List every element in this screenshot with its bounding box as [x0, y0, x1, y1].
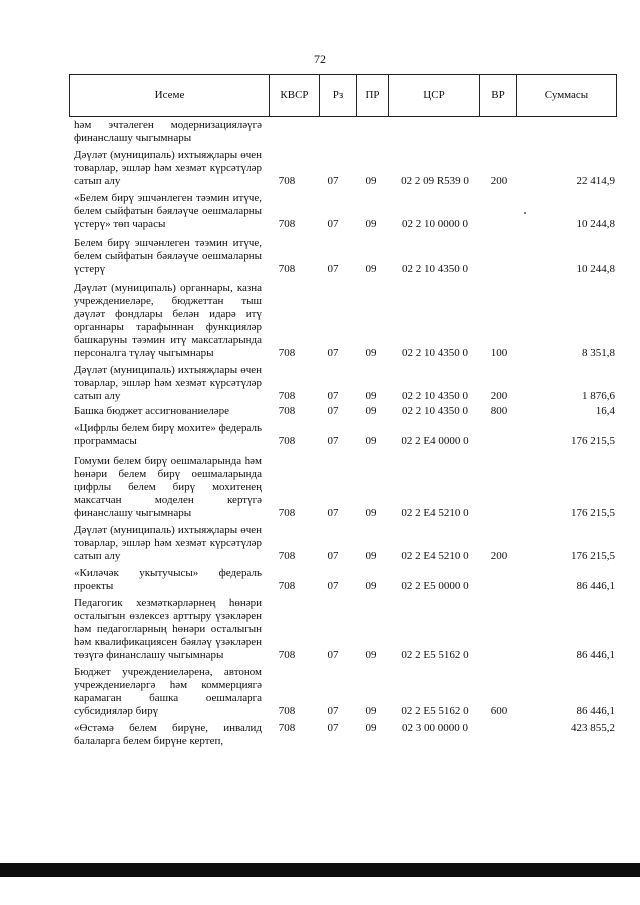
row-kvsr: 708 [278, 405, 296, 417]
row-pr: 09 [365, 263, 377, 275]
row-vr: 200 [490, 550, 508, 562]
table-row [69, 364, 617, 403]
row-sum: 10 244,8 [576, 218, 615, 230]
table-row [69, 567, 617, 593]
header-name: Исеме [70, 75, 270, 116]
row-pr: 09 [365, 507, 377, 519]
row-pr: 09 [365, 347, 377, 359]
row-rz: 07 [327, 550, 339, 562]
row-name: «Киләчәк укытучысы» федераль проекты [74, 567, 262, 592]
row-sum: 176 215,5 [571, 507, 615, 519]
row-kvsr: 708 [278, 722, 296, 734]
row-name: «Цифрлы белем бирү мохите» федераль программасы [74, 422, 262, 447]
row-csr: 02 2 10 4350 0 [402, 390, 468, 402]
header-rz: Рз [320, 75, 357, 116]
table-header [69, 74, 617, 117]
row-sum: 176 215,5 [571, 435, 615, 447]
row-vr: 600 [490, 705, 508, 717]
row-kvsr: 708 [278, 705, 296, 717]
row-rz: 07 [327, 435, 339, 447]
row-csr: 02 2 E5 5162 0 [401, 705, 469, 717]
row-rz: 07 [327, 722, 339, 734]
row-name: Дәүләт (муниципаль) органнары, казна учреждениеләре, бюджеттан тыш дәүләт фондлары белән идарә итү органнары тарафыннан функцияләр башкаруны тәэмин итү максатларында персоналга түләү чыгымнары [74, 282, 262, 359]
table-row [69, 119, 617, 145]
row-pr: 09 [365, 175, 377, 187]
row-csr: 02 3 00 0000 0 [402, 722, 468, 734]
row-pr: 09 [365, 550, 377, 562]
row-rz: 07 [327, 175, 339, 187]
header-sum: Суммасы [544, 89, 589, 101]
row-vr: 200 [490, 175, 508, 187]
row-sum: 1 876,6 [582, 390, 615, 402]
row-sum: 86 446,1 [576, 649, 615, 661]
row-name: «Өстәмә белем бирүне, инвалид балаларга белем бирүне кертеп, [74, 722, 262, 747]
table-row [69, 455, 617, 520]
row-pr: 09 [365, 405, 377, 417]
row-name: Дәүләт (муниципаль) ихтыяҗлары өчен товарлар, эшләр һәм хезмәт күрсәтүләр сатып алу [74, 149, 262, 187]
row-csr: 02 2 10 4350 0 [402, 347, 468, 359]
row-name: Гомуми белем бирү оешмаларында һәм һөнәри белем бирү оешмаларында цифрлы белем бирү мохитенең максатчан моделен кертүгә финанслашу чыгымнары [74, 455, 262, 519]
scan-speck [524, 212, 526, 214]
row-name: һәм эчтәлеген модернизацияләүгә финанслашу чыгымнары [74, 119, 262, 144]
table-body [69, 119, 617, 748]
row-sum: 176 215,5 [571, 550, 615, 562]
row-pr: 09 [365, 390, 377, 402]
header-csr: ЦСР [389, 75, 480, 116]
table-row [69, 282, 617, 360]
row-csr: 02 2 E5 5162 0 [401, 649, 469, 661]
row-csr: 02 2 10 0000 0 [402, 218, 468, 230]
table-row [69, 405, 617, 418]
row-rz: 07 [327, 580, 339, 592]
row-vr: 200 [490, 390, 508, 402]
scan-edge-bar [0, 863, 640, 877]
row-rz: 07 [327, 390, 339, 402]
table-row [69, 597, 617, 662]
row-csr: 02 2 10 4350 0 [402, 263, 468, 275]
row-name: Бюджет учреждениеләренә, автоном учреждениеләргә һәм коммерциягә карамаган башка оешмаларга субсидияләр бирү [74, 666, 262, 717]
row-rz: 07 [327, 263, 339, 275]
row-pr: 09 [365, 705, 377, 717]
row-sum: 8 351,8 [582, 347, 615, 359]
row-rz: 07 [327, 705, 339, 717]
header-pr: ПР [357, 75, 389, 116]
row-kvsr: 708 [278, 347, 296, 359]
row-vr: 100 [490, 347, 508, 359]
row-rz: 07 [327, 507, 339, 519]
table-row [69, 422, 617, 448]
row-csr: 02 2 E4 0000 0 [401, 435, 469, 447]
row-sum: 86 446,1 [576, 705, 615, 717]
row-sum: 86 446,1 [576, 580, 615, 592]
row-name: Педагогик хезмәткәрләрнең һөнәри осталыгын өзлексез арттыру үзәкләрен һәм педагогларның һөнәри осталыгын һәм квалификациясен бәяләү үзәкләрен төзүгә финанслашу чыгымнары [74, 597, 262, 661]
row-kvsr: 708 [278, 649, 296, 661]
row-kvsr: 708 [278, 263, 296, 275]
row-name: Башка бюджет ассигнованиеләре [74, 405, 229, 417]
row-pr: 09 [365, 722, 377, 734]
row-csr: 02 2 E4 5210 0 [401, 550, 469, 562]
row-kvsr: 708 [278, 550, 296, 562]
row-pr: 09 [365, 649, 377, 661]
row-sum: 16,4 [595, 405, 615, 417]
table-row [69, 722, 617, 748]
table-row [69, 666, 617, 718]
row-kvsr: 708 [278, 218, 296, 230]
table-row [69, 524, 617, 563]
row-csr: 02 2 09 R539 0 [401, 175, 469, 187]
row-rz: 07 [327, 649, 339, 661]
row-pr: 09 [365, 218, 377, 230]
row-name: Дәүләт (муниципаль) ихтыяҗлары өчен товарлар, эшләр һәм хезмәт күрсәтүләр сатып алу [74, 524, 262, 562]
row-rz: 07 [327, 347, 339, 359]
page-number: 72 [314, 52, 326, 66]
table-row [69, 149, 617, 188]
row-kvsr: 708 [278, 580, 296, 592]
row-csr: 02 2 E4 5210 0 [401, 507, 469, 519]
row-name: Белем бирү эшчәнлеген тәэмин итүче, белем сыйфатын бәяләүче оешмаларны үстерү [74, 237, 262, 275]
header-vr: ВР [480, 75, 517, 116]
row-csr: 02 2 10 4350 0 [402, 405, 468, 417]
row-sum: 423 855,2 [571, 722, 615, 734]
row-pr: 09 [365, 580, 377, 592]
row-sum: 10 244,8 [576, 263, 615, 275]
row-kvsr: 708 [278, 175, 296, 187]
row-name: «Белем бирү эшчәнлеген тәэмин итүче, белем сыйфатын бәяләүче оешмаларны үстерү» төп чарасы [74, 192, 262, 230]
row-kvsr: 708 [278, 507, 296, 519]
table-row [69, 237, 617, 276]
row-pr: 09 [365, 435, 377, 447]
row-vr: 800 [490, 405, 508, 417]
row-kvsr: 708 [278, 390, 296, 402]
budget-table [69, 74, 617, 748]
row-rz: 07 [327, 405, 339, 417]
row-name: Дәүләт (муниципаль) ихтыяҗлары өчен товарлар, эшләр һәм хезмәт күрсәтүләр сатып алу [74, 364, 262, 402]
row-csr: 02 2 E5 0000 0 [401, 580, 469, 592]
table-row [69, 192, 617, 231]
header-kvsr: КВСР [270, 75, 320, 116]
row-sum: 22 414,9 [576, 175, 615, 187]
row-rz: 07 [327, 218, 339, 230]
row-kvsr: 708 [278, 435, 296, 447]
